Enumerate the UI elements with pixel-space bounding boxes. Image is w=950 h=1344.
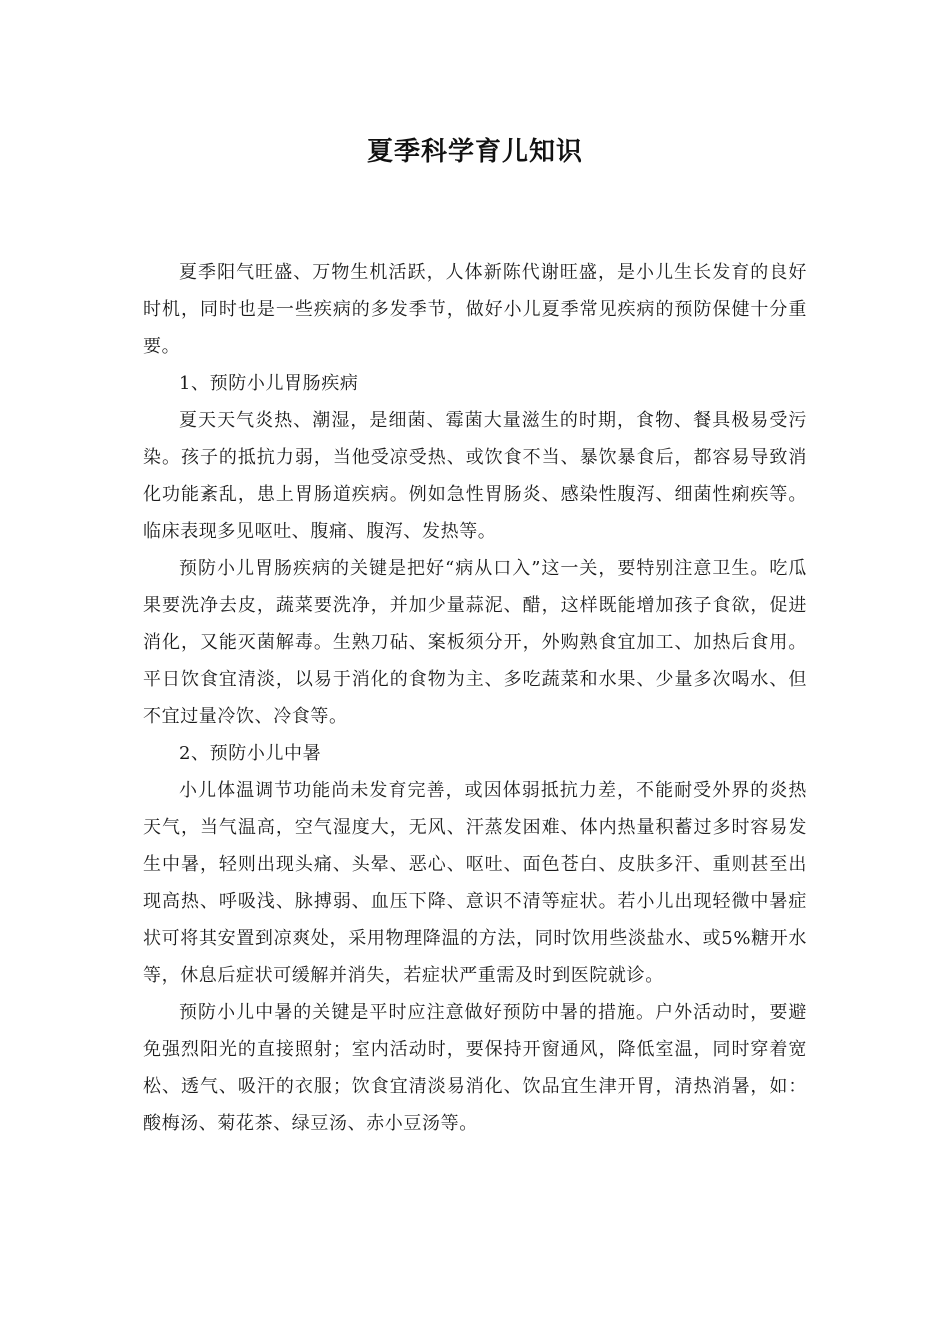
paragraph-intro: 夏季阳气旺盛、万物生机活跃，人体新陈代谢旺盛，是小儿生长发育的良好时机，同时也是一些疾病的多发季节，做好小儿夏季常见疾病的预防保健十分重要。 xyxy=(143,262,807,357)
section-heading-gastro: 1、预防小儿胃肠疾病 xyxy=(179,373,359,394)
section-heading-heatstroke: 2、预防小儿中暑 xyxy=(179,743,322,764)
paragraph-heatstroke-symptoms: 小儿体温调节功能尚未发育完善，或因体弱抵抗力差，不能耐受外界的炎热天气，当气温高，空气湿度大，无风、汗蒸发困难、体内热量积蓄过多时容易发生中暑，轻则出现头痛、头晕、恶心、呕吐、面色苍白、皮肤多汗、重则甚至出现高热、呼吸浅、脉搏弱、血压下降、意识不清等症状。若小儿出现轻微中暑症状可将其安置到凉爽处，采用物理降温的方法，同时饮用些淡盐水、或5%糖开水等，休息后症状可缓解并消失，若症状严重需及时到医院就诊。 xyxy=(143,780,807,986)
paragraph-heatstroke-prevention: 预防小儿中暑的关键是平时应注意做好预防中暑的措施。户外活动时，要避免强烈阳光的直接照射；室内活动时，要保持开窗通风，降低室温，同时穿着宽松、透气、吸汗的衣服；饮食宜清淡易消化、饮品宜生津开胃，清热消暑，如：酸梅汤、菊花茶、绿豆汤、赤小豆汤等。 xyxy=(143,1002,807,1134)
paragraph-gastro-prevention: 预防小儿胃肠疾病的关键是把好“病从口入”这一关，要特别注意卫生。吃瓜果要洗净去皮，蔬菜要洗净，并加少量蒜泥、醋，这样既能增加孩子食欲，促进消化，又能灭菌解毒。生熟刀砧、案板须分开，外购熟食宜加工、加热后食用。平日饮食宜清淡，以易于消化的食物为主、多吃蔬菜和水果、少量多次喝水、但不宜过量冷饮、冷食等。 xyxy=(143,558,807,727)
document-body xyxy=(143,254,807,1142)
paragraph-gastro-causes: 夏天天气炎热、潮湿，是细菌、霉菌大量滋生的时期，食物、餐具极易受污染。孩子的抵抗力弱，当他受凉受热、或饮食不当、暴饮暴食后，都容易导致消化功能紊乱，患上胃肠道疾病。例如急性胃肠炎、感染性腹泻、细菌性痢疾等。临床表现多见呕吐、腹痛、腹泻、发热等。 xyxy=(143,410,807,542)
document-title: 夏季科学育儿知识 xyxy=(366,137,583,167)
